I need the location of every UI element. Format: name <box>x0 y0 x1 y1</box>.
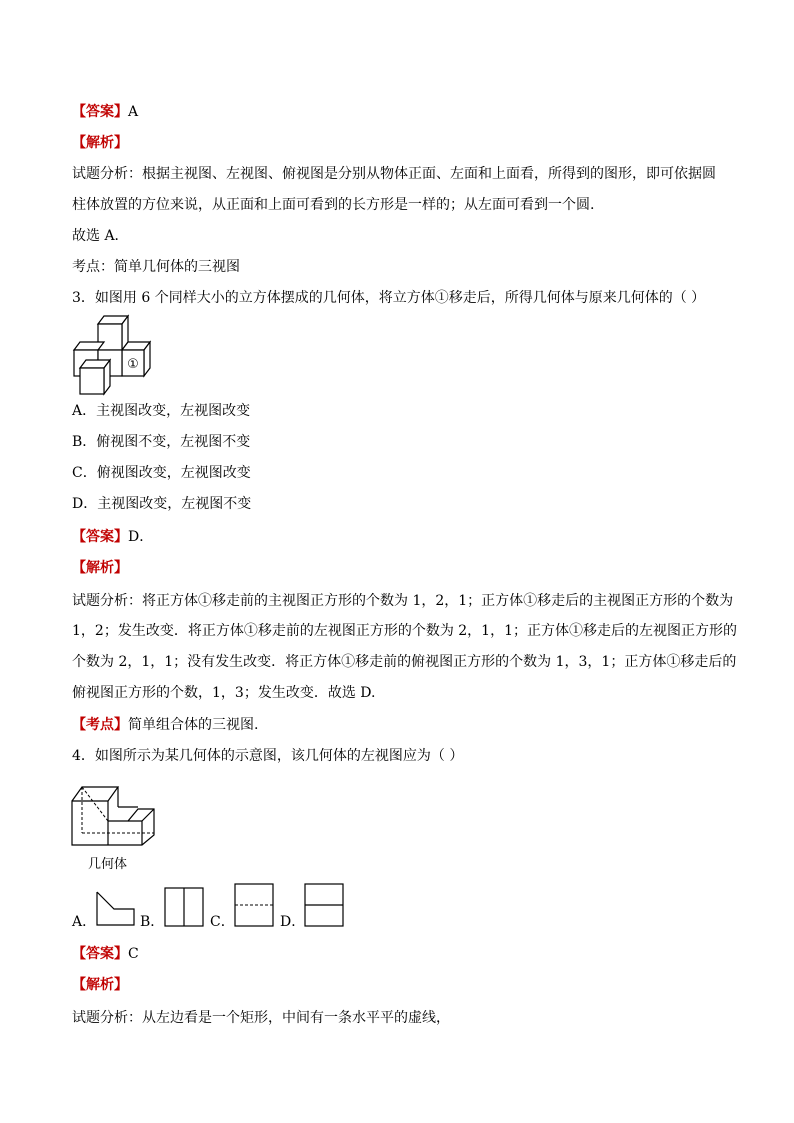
q3-answer-line <box>72 527 153 547</box>
analysis-tag: 【解析】 <box>72 135 128 151</box>
q4-option-a-label: A． <box>72 914 97 930</box>
q2-answer-line <box>72 102 138 122</box>
kaodian-tag: 【考点】 <box>72 717 128 733</box>
answer-value: D． <box>128 529 154 545</box>
q4-analysis-line-1: 试题分析：从左边看是一个矩形，中间有一条水平平的虚线， <box>72 1010 450 1026</box>
q4-option-d-label: D． <box>280 914 306 930</box>
q3-stem: 3．如图用 6 个同样大小的立方体摆成的几何体，将立方体①移走后，所得几何体与原来几何体的（ ） <box>72 290 706 306</box>
analysis-tag: 【解析】 <box>72 560 128 576</box>
q3-analysis-line-4: 俯视图正方形的个数，1，3；发生改变．故选 D. <box>72 685 376 701</box>
q4-option-d-figure <box>304 883 344 927</box>
kaodian-value: 简单组合体的三视图. <box>128 717 259 733</box>
q4-option-b-figure <box>164 887 204 927</box>
answer-value: A <box>128 104 139 120</box>
q3-analysis-line-3: 个数为 2，1，1；没有发生改变．将正方体①移走前的俯视图正方形的个数为 1，3，1；正方体①移走后的 <box>72 654 737 670</box>
q2-analysis-tag <box>72 133 128 153</box>
q3-analysis-tag <box>72 558 128 578</box>
answer-tag: 【答案】 <box>72 529 128 545</box>
q4-stem: 4．如图所示为某几何体的示意图，该几何体的左视图应为（ ） <box>72 748 464 764</box>
cube-1-label: ① <box>127 357 139 372</box>
q3-option-c: C．俯视图改变，左视图改变 <box>72 465 251 481</box>
q4-solid-figure <box>70 783 160 853</box>
q2-analysis-line-2: 柱体放置的方位来说，从正面和上面可看到的长方形是一样的；从左面可看到一个圆. <box>72 197 595 213</box>
q4-option-c-label: C． <box>210 914 235 930</box>
q4-option-c-figure <box>234 883 274 927</box>
q3-option-b: B．俯视图不变，左视图不变 <box>72 434 251 450</box>
q2-conclusion: 故选 A． <box>72 228 129 244</box>
answer-value: C <box>128 946 139 962</box>
q3-analysis-line-2: 1，2；发生改变．将正方体①移走前的左视图正方形的个数为 2，1，1；正方体①移走后的左视图正方形的 <box>72 623 737 639</box>
answer-tag: 【答案】 <box>72 104 128 120</box>
q4-option-a-figure <box>96 891 136 927</box>
q3-option-d: D．主视图改变，左视图不变 <box>72 496 252 512</box>
answer-tag: 【答案】 <box>72 946 128 962</box>
q4-figure-caption: 几何体 <box>88 857 128 872</box>
q4-answer-line <box>72 944 139 964</box>
q2-analysis-line-1: 试题分析：根据主视图、左视图、俯视图是分别从物体正面、左面和上面看，所得到的图形，即可依据圆 <box>72 166 716 182</box>
q3-cube-figure <box>70 312 160 396</box>
q3-kaodian-line <box>72 715 258 735</box>
q4-option-b-label: B． <box>140 914 165 930</box>
q4-analysis-tag <box>72 975 128 995</box>
q3-option-a: A．主视图改变，左视图改变 <box>72 403 251 419</box>
q2-kaodian: 考点：简单几何体的三视图 <box>72 259 240 275</box>
analysis-tag: 【解析】 <box>72 977 128 993</box>
q3-analysis-line-1: 试题分析：将正方体①移走前的主视图正方形的个数为 1，2，1；正方体①移走后的主视图正方形的个数为 <box>72 593 734 609</box>
